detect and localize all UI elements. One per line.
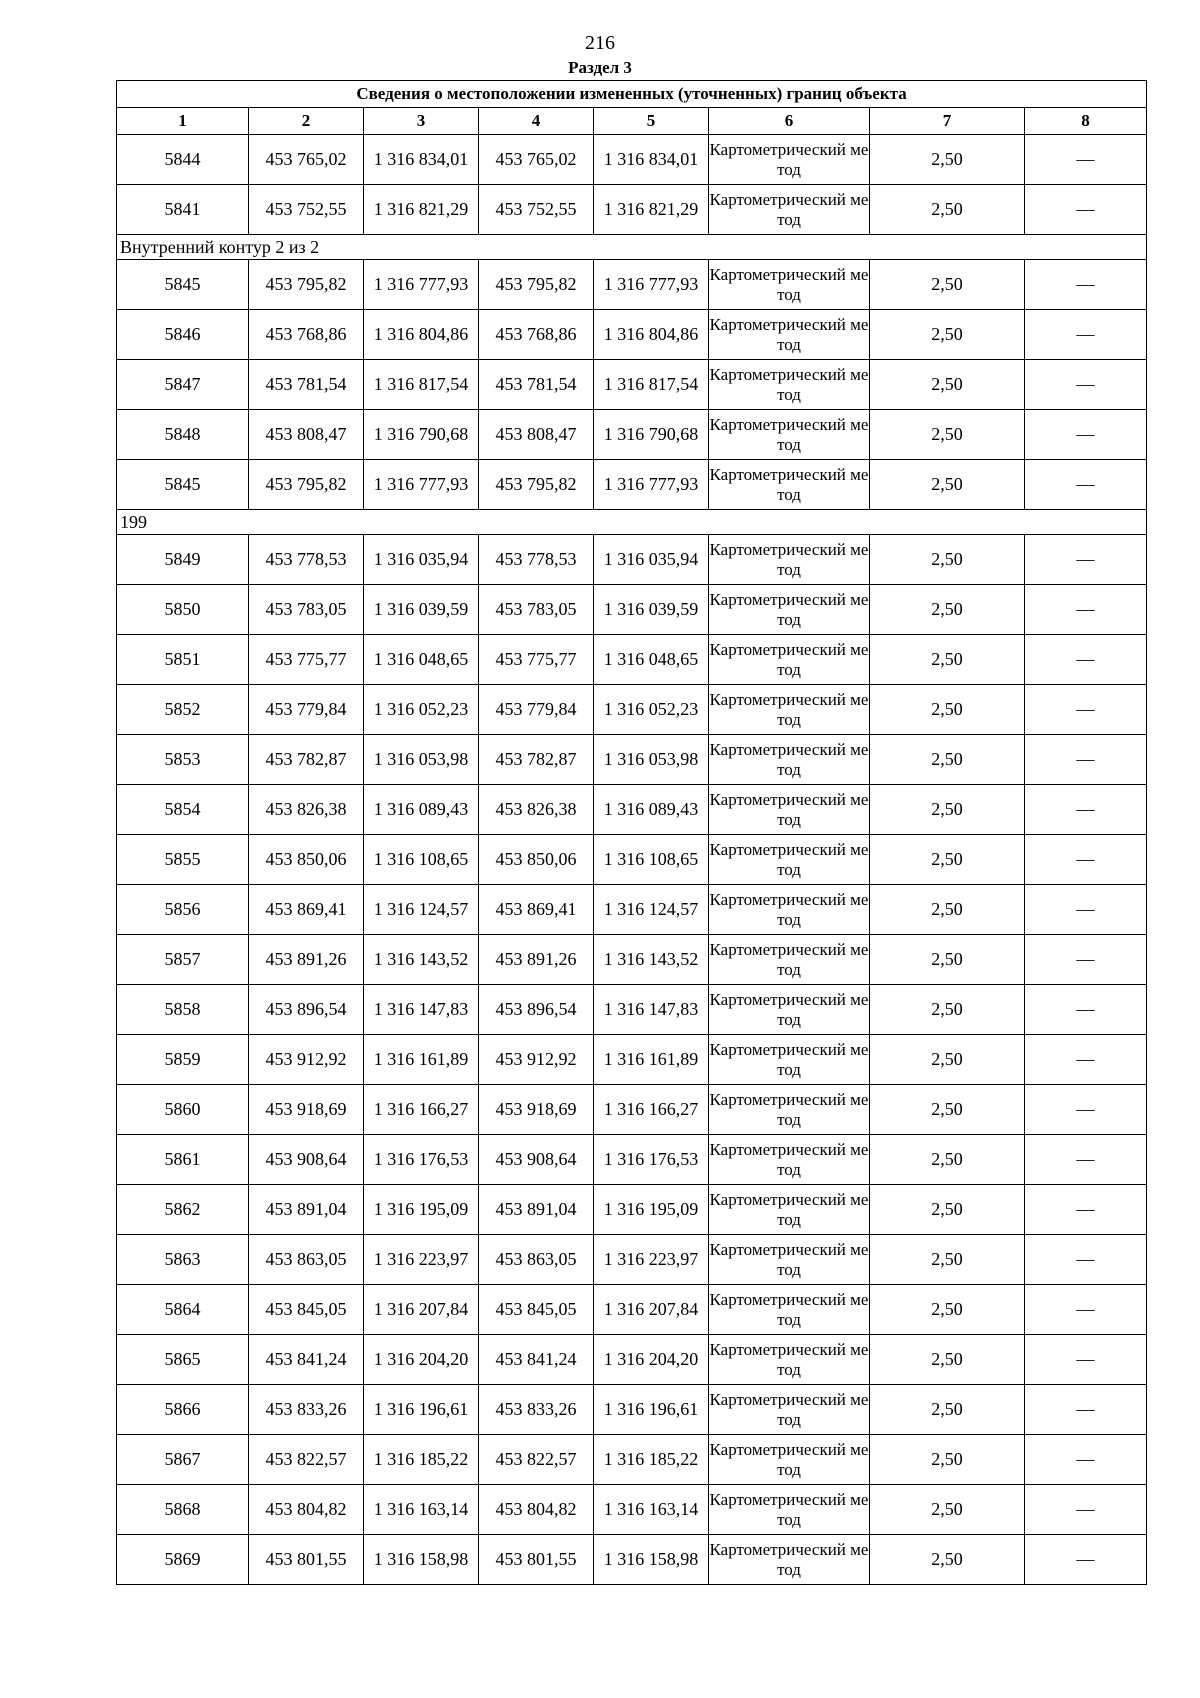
point-number-cell: 5861 — [117, 1135, 249, 1185]
table-row — [117, 935, 1147, 985]
table-row — [117, 635, 1147, 685]
x-old-cell: 453 775,77 — [249, 635, 364, 685]
table-row — [117, 585, 1147, 635]
point-number-cell: 5865 — [117, 1335, 249, 1385]
method-cell: Картометрический метод — [709, 685, 870, 735]
y-old-cell: 1 316 821,29 — [364, 185, 479, 235]
method-cell: Картометрический метод — [709, 1185, 870, 1235]
y-old-cell: 1 316 790,68 — [364, 410, 479, 460]
table-row — [117, 360, 1147, 410]
description-cell: — — [1025, 1485, 1147, 1535]
column-number-6: 6 — [709, 108, 870, 135]
description-cell: — — [1025, 410, 1147, 460]
description-cell: — — [1025, 585, 1147, 635]
y-new-cell: 1 316 821,29 — [594, 185, 709, 235]
y-old-cell: 1 316 777,93 — [364, 260, 479, 310]
group-label: Внутренний контур 2 из 2 — [117, 235, 1147, 260]
description-cell: — — [1025, 310, 1147, 360]
group-row — [117, 510, 1147, 535]
y-old-cell: 1 316 185,22 — [364, 1435, 479, 1485]
x-new-cell: 453 801,55 — [479, 1535, 594, 1585]
point-number-cell: 5856 — [117, 885, 249, 935]
table-row — [117, 1285, 1147, 1335]
y-old-cell: 1 316 124,57 — [364, 885, 479, 935]
y-old-cell: 1 316 048,65 — [364, 635, 479, 685]
x-old-cell: 453 908,64 — [249, 1135, 364, 1185]
x-old-cell: 453 752,55 — [249, 185, 364, 235]
accuracy-cell: 2,50 — [870, 785, 1025, 835]
x-old-cell: 453 782,87 — [249, 735, 364, 785]
y-new-cell: 1 316 777,93 — [594, 460, 709, 510]
description-cell: — — [1025, 1435, 1147, 1485]
description-cell: — — [1025, 1235, 1147, 1285]
method-cell: Картометрический метод — [709, 835, 870, 885]
y-new-cell: 1 316 163,14 — [594, 1485, 709, 1535]
y-old-cell: 1 316 777,93 — [364, 460, 479, 510]
group-row — [117, 235, 1147, 260]
method-cell: Картометрический метод — [709, 1485, 870, 1535]
table-row — [117, 835, 1147, 885]
column-number-row — [117, 108, 1147, 135]
x-new-cell: 453 891,04 — [479, 1185, 594, 1235]
point-number-cell: 5849 — [117, 535, 249, 585]
x-old-cell: 453 833,26 — [249, 1385, 364, 1435]
y-old-cell: 1 316 053,98 — [364, 735, 479, 785]
point-number-cell: 5864 — [117, 1285, 249, 1335]
section-title: Раздел 3 — [568, 58, 632, 77]
y-old-cell: 1 316 223,97 — [364, 1235, 479, 1285]
x-old-cell: 453 918,69 — [249, 1085, 364, 1135]
table-row — [117, 1135, 1147, 1185]
x-old-cell: 453 896,54 — [249, 985, 364, 1035]
y-new-cell: 1 316 108,65 — [594, 835, 709, 885]
method-cell: Картометрический метод — [709, 585, 870, 635]
point-number-cell: 5868 — [117, 1485, 249, 1535]
method-cell: Картометрический метод — [709, 635, 870, 685]
description-cell: — — [1025, 1335, 1147, 1385]
point-number-cell: 5863 — [117, 1235, 249, 1285]
table-row — [117, 685, 1147, 735]
y-new-cell: 1 316 817,54 — [594, 360, 709, 410]
table-body — [117, 135, 1147, 1585]
description-cell: — — [1025, 885, 1147, 935]
description-cell: — — [1025, 1085, 1147, 1135]
y-old-cell: 1 316 163,14 — [364, 1485, 479, 1535]
table-row — [117, 735, 1147, 785]
accuracy-cell: 2,50 — [870, 260, 1025, 310]
method-cell: Картометрический метод — [709, 885, 870, 935]
y-new-cell: 1 316 204,20 — [594, 1335, 709, 1385]
point-number-cell: 5869 — [117, 1535, 249, 1585]
accuracy-cell: 2,50 — [870, 885, 1025, 935]
y-new-cell: 1 316 039,59 — [594, 585, 709, 635]
point-number-cell: 5845 — [117, 460, 249, 510]
accuracy-cell: 2,50 — [870, 185, 1025, 235]
method-cell: Картометрический метод — [709, 460, 870, 510]
description-cell: — — [1025, 135, 1147, 185]
x-new-cell: 453 752,55 — [479, 185, 594, 235]
method-cell: Картометрический метод — [709, 360, 870, 410]
x-old-cell: 453 765,02 — [249, 135, 364, 185]
y-old-cell: 1 316 089,43 — [364, 785, 479, 835]
accuracy-cell: 2,50 — [870, 135, 1025, 185]
x-old-cell: 453 912,92 — [249, 1035, 364, 1085]
description-cell: — — [1025, 785, 1147, 835]
y-old-cell: 1 316 817,54 — [364, 360, 479, 410]
page-number: 216 — [585, 32, 615, 54]
accuracy-cell: 2,50 — [870, 935, 1025, 985]
x-new-cell: 453 804,82 — [479, 1485, 594, 1535]
x-new-cell: 453 850,06 — [479, 835, 594, 885]
table-row — [117, 785, 1147, 835]
accuracy-cell: 2,50 — [870, 1435, 1025, 1485]
x-old-cell: 453 841,24 — [249, 1335, 364, 1385]
table-row — [117, 1535, 1147, 1585]
table-row — [117, 1485, 1147, 1535]
accuracy-cell: 2,50 — [870, 535, 1025, 585]
y-old-cell: 1 316 204,20 — [364, 1335, 479, 1385]
accuracy-cell: 2,50 — [870, 460, 1025, 510]
y-new-cell: 1 316 143,52 — [594, 935, 709, 985]
accuracy-cell: 2,50 — [870, 1085, 1025, 1135]
point-number-cell: 5845 — [117, 260, 249, 310]
x-old-cell: 453 808,47 — [249, 410, 364, 460]
x-old-cell: 453 768,86 — [249, 310, 364, 360]
table-row — [117, 535, 1147, 585]
description-cell: — — [1025, 1135, 1147, 1185]
method-cell: Картометрический метод — [709, 1135, 870, 1185]
point-number-cell: 5847 — [117, 360, 249, 410]
point-number-cell: 5862 — [117, 1185, 249, 1235]
column-number-3: 3 — [364, 108, 479, 135]
y-old-cell: 1 316 195,09 — [364, 1185, 479, 1235]
description-cell: — — [1025, 685, 1147, 735]
accuracy-cell: 2,50 — [870, 310, 1025, 360]
point-number-cell: 5859 — [117, 1035, 249, 1085]
y-old-cell: 1 316 039,59 — [364, 585, 479, 635]
y-new-cell: 1 316 834,01 — [594, 135, 709, 185]
x-old-cell: 453 869,41 — [249, 885, 364, 935]
point-number-cell: 5851 — [117, 635, 249, 685]
x-old-cell: 453 801,55 — [249, 1535, 364, 1585]
y-new-cell: 1 316 166,27 — [594, 1085, 709, 1135]
y-old-cell: 1 316 158,98 — [364, 1535, 479, 1585]
y-new-cell: 1 316 185,22 — [594, 1435, 709, 1485]
accuracy-cell: 2,50 — [870, 360, 1025, 410]
x-new-cell: 453 912,92 — [479, 1035, 594, 1085]
description-cell: — — [1025, 460, 1147, 510]
accuracy-cell: 2,50 — [870, 1135, 1025, 1185]
method-cell: Картометрический метод — [709, 1435, 870, 1485]
table-row — [117, 260, 1147, 310]
x-new-cell: 453 795,82 — [479, 460, 594, 510]
x-new-cell: 453 808,47 — [479, 410, 594, 460]
method-cell: Картометрический метод — [709, 1285, 870, 1335]
point-number-cell: 5853 — [117, 735, 249, 785]
method-cell: Картометрический метод — [709, 735, 870, 785]
description-cell: — — [1025, 185, 1147, 235]
y-old-cell: 1 316 834,01 — [364, 135, 479, 185]
table-row — [117, 135, 1147, 185]
accuracy-cell: 2,50 — [870, 585, 1025, 635]
method-cell: Картометрический метод — [709, 1385, 870, 1435]
x-old-cell: 453 781,54 — [249, 360, 364, 410]
point-number-cell: 5852 — [117, 685, 249, 735]
point-number-cell: 5854 — [117, 785, 249, 835]
table-row — [117, 310, 1147, 360]
y-new-cell: 1 316 195,09 — [594, 1185, 709, 1235]
x-new-cell: 453 779,84 — [479, 685, 594, 735]
group-label: 199 — [117, 510, 1147, 535]
accuracy-cell: 2,50 — [870, 1235, 1025, 1285]
x-new-cell: 453 833,26 — [479, 1385, 594, 1435]
x-new-cell: 453 869,41 — [479, 885, 594, 935]
x-new-cell: 453 918,69 — [479, 1085, 594, 1135]
table-row — [117, 1185, 1147, 1235]
x-new-cell: 453 783,05 — [479, 585, 594, 635]
column-number-7: 7 — [870, 108, 1025, 135]
column-number-4: 4 — [479, 108, 594, 135]
y-new-cell: 1 316 052,23 — [594, 685, 709, 735]
y-old-cell: 1 316 196,61 — [364, 1385, 479, 1435]
table-row — [117, 1035, 1147, 1085]
y-new-cell: 1 316 790,68 — [594, 410, 709, 460]
table-row — [117, 185, 1147, 235]
description-cell: — — [1025, 1285, 1147, 1335]
method-cell: Картометрический метод — [709, 935, 870, 985]
y-new-cell: 1 316 089,43 — [594, 785, 709, 835]
accuracy-cell: 2,50 — [870, 1035, 1025, 1085]
method-cell: Картометрический метод — [709, 1085, 870, 1135]
x-old-cell: 453 822,57 — [249, 1435, 364, 1485]
accuracy-cell: 2,50 — [870, 410, 1025, 460]
x-old-cell: 453 863,05 — [249, 1235, 364, 1285]
table-row — [117, 1335, 1147, 1385]
point-number-cell: 5867 — [117, 1435, 249, 1485]
x-old-cell: 453 845,05 — [249, 1285, 364, 1335]
method-cell: Картометрический метод — [709, 1235, 870, 1285]
accuracy-cell: 2,50 — [870, 635, 1025, 685]
x-new-cell: 453 778,53 — [479, 535, 594, 585]
description-cell: — — [1025, 635, 1147, 685]
method-cell: Картометрический метод — [709, 260, 870, 310]
description-cell: — — [1025, 1035, 1147, 1085]
column-number-5: 5 — [594, 108, 709, 135]
table-row — [117, 1085, 1147, 1135]
description-cell: — — [1025, 1185, 1147, 1235]
table-row — [117, 1435, 1147, 1485]
description-cell: — — [1025, 535, 1147, 585]
x-new-cell: 453 826,38 — [479, 785, 594, 835]
y-old-cell: 1 316 143,52 — [364, 935, 479, 985]
accuracy-cell: 2,50 — [870, 735, 1025, 785]
table-caption: Сведения о местоположении измененных (уточненных) границ объекта — [117, 81, 1147, 108]
x-new-cell: 453 822,57 — [479, 1435, 594, 1485]
y-old-cell: 1 316 207,84 — [364, 1285, 479, 1335]
y-old-cell: 1 316 108,65 — [364, 835, 479, 885]
y-new-cell: 1 316 048,65 — [594, 635, 709, 685]
accuracy-cell: 2,50 — [870, 1185, 1025, 1235]
method-cell: Картометрический метод — [709, 785, 870, 835]
method-cell: Картометрический метод — [709, 410, 870, 460]
y-old-cell: 1 316 052,23 — [364, 685, 479, 735]
point-number-cell: 5846 — [117, 310, 249, 360]
point-number-cell: 5858 — [117, 985, 249, 1035]
point-number-cell: 5860 — [117, 1085, 249, 1135]
method-cell: Картометрический метод — [709, 1335, 870, 1385]
y-new-cell: 1 316 158,98 — [594, 1535, 709, 1585]
y-old-cell: 1 316 035,94 — [364, 535, 479, 585]
x-new-cell: 453 795,82 — [479, 260, 594, 310]
x-old-cell: 453 795,82 — [249, 460, 364, 510]
y-new-cell: 1 316 053,98 — [594, 735, 709, 785]
y-new-cell: 1 316 124,57 — [594, 885, 709, 935]
accuracy-cell: 2,50 — [870, 685, 1025, 735]
y-new-cell: 1 316 804,86 — [594, 310, 709, 360]
accuracy-cell: 2,50 — [870, 1385, 1025, 1435]
y-new-cell: 1 316 147,83 — [594, 985, 709, 1035]
accuracy-cell: 2,50 — [870, 1485, 1025, 1535]
description-cell: — — [1025, 1535, 1147, 1585]
accuracy-cell: 2,50 — [870, 1535, 1025, 1585]
y-old-cell: 1 316 176,53 — [364, 1135, 479, 1185]
x-new-cell: 453 896,54 — [479, 985, 594, 1035]
y-old-cell: 1 316 147,83 — [364, 985, 479, 1035]
description-cell: — — [1025, 985, 1147, 1035]
x-new-cell: 453 782,87 — [479, 735, 594, 785]
x-old-cell: 453 783,05 — [249, 585, 364, 635]
method-cell: Картометрический метод — [709, 985, 870, 1035]
description-cell: — — [1025, 835, 1147, 885]
y-new-cell: 1 316 035,94 — [594, 535, 709, 585]
x-old-cell: 453 778,53 — [249, 535, 364, 585]
y-new-cell: 1 316 196,61 — [594, 1385, 709, 1435]
y-new-cell: 1 316 161,89 — [594, 1035, 709, 1085]
accuracy-cell: 2,50 — [870, 985, 1025, 1035]
column-number-8: 8 — [1025, 108, 1147, 135]
y-old-cell: 1 316 161,89 — [364, 1035, 479, 1085]
x-old-cell: 453 826,38 — [249, 785, 364, 835]
y-new-cell: 1 316 223,97 — [594, 1235, 709, 1285]
point-number-cell: 5855 — [117, 835, 249, 885]
x-old-cell: 453 795,82 — [249, 260, 364, 310]
point-number-cell: 5841 — [117, 185, 249, 235]
method-cell: Картометрический метод — [709, 185, 870, 235]
description-cell: — — [1025, 935, 1147, 985]
x-new-cell: 453 908,64 — [479, 1135, 594, 1185]
x-old-cell: 453 891,26 — [249, 935, 364, 985]
x-old-cell: 453 891,04 — [249, 1185, 364, 1235]
x-old-cell: 453 804,82 — [249, 1485, 364, 1535]
column-number-2: 2 — [249, 108, 364, 135]
y-new-cell: 1 316 176,53 — [594, 1135, 709, 1185]
accuracy-cell: 2,50 — [870, 835, 1025, 885]
table-row — [117, 985, 1147, 1035]
point-number-cell: 5848 — [117, 410, 249, 460]
x-new-cell: 453 765,02 — [479, 135, 594, 185]
x-new-cell: 453 768,86 — [479, 310, 594, 360]
y-old-cell: 1 316 166,27 — [364, 1085, 479, 1135]
method-cell: Картометрический метод — [709, 1535, 870, 1585]
method-cell: Картометрический метод — [709, 135, 870, 185]
point-number-cell: 5844 — [117, 135, 249, 185]
method-cell: Картометрический метод — [709, 310, 870, 360]
y-new-cell: 1 316 207,84 — [594, 1285, 709, 1335]
table-row — [117, 1235, 1147, 1285]
method-cell: Картометрический метод — [709, 535, 870, 585]
table-row — [117, 1385, 1147, 1435]
description-cell: — — [1025, 260, 1147, 310]
description-cell: — — [1025, 360, 1147, 410]
accuracy-cell: 2,50 — [870, 1335, 1025, 1385]
y-new-cell: 1 316 777,93 — [594, 260, 709, 310]
point-number-cell: 5866 — [117, 1385, 249, 1435]
column-number-1: 1 — [117, 108, 249, 135]
table-row — [117, 410, 1147, 460]
boundary-coordinates-table — [116, 80, 1147, 1585]
description-cell: — — [1025, 1385, 1147, 1435]
x-old-cell: 453 779,84 — [249, 685, 364, 735]
x-new-cell: 453 863,05 — [479, 1235, 594, 1285]
x-new-cell: 453 891,26 — [479, 935, 594, 985]
x-new-cell: 453 845,05 — [479, 1285, 594, 1335]
description-cell: — — [1025, 735, 1147, 785]
y-old-cell: 1 316 804,86 — [364, 310, 479, 360]
table-row — [117, 885, 1147, 935]
point-number-cell: 5857 — [117, 935, 249, 985]
x-new-cell: 453 775,77 — [479, 635, 594, 685]
point-number-cell: 5850 — [117, 585, 249, 635]
method-cell: Картометрический метод — [709, 1035, 870, 1085]
x-new-cell: 453 781,54 — [479, 360, 594, 410]
table-row — [117, 460, 1147, 510]
accuracy-cell: 2,50 — [870, 1285, 1025, 1335]
x-new-cell: 453 841,24 — [479, 1335, 594, 1385]
x-old-cell: 453 850,06 — [249, 835, 364, 885]
